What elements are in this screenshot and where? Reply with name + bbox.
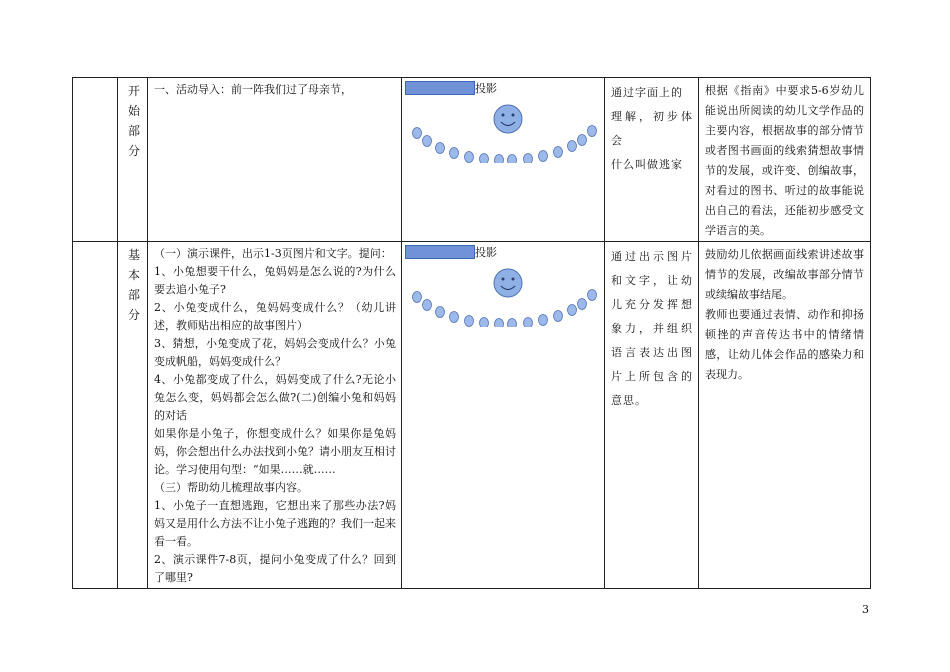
media-label: 投影 <box>475 246 497 259</box>
smiley-eye <box>502 278 505 281</box>
bead-dot <box>539 315 548 326</box>
stage-label: 基 本 部 分 <box>128 248 141 322</box>
bead-dot <box>568 141 577 152</box>
bead-dot <box>524 154 533 164</box>
smiley-eye <box>512 278 515 281</box>
page-number: 3 <box>862 603 869 616</box>
bead-dot <box>423 136 432 147</box>
activity-text: 一、活动导入：前一阵我们过了母亲节， <box>154 83 352 96</box>
intent-cell <box>605 242 699 589</box>
blank-column-cell <box>73 242 118 589</box>
bead-dot <box>578 135 587 146</box>
media-label-box <box>405 81 475 95</box>
bead-dot <box>508 155 517 164</box>
bead-dot <box>539 151 548 162</box>
bead-dot <box>450 312 459 323</box>
lesson-plan-table <box>72 77 871 589</box>
bead-dot <box>465 316 474 327</box>
bead-dot <box>465 152 474 163</box>
stage-cell <box>118 78 148 242</box>
bead-dot <box>554 311 563 322</box>
intent-text: 通过出示图片和文字，让幼儿充分发挥想象力，并组织语言表达出图片上所包含的意思。 <box>611 250 693 407</box>
bead-dot <box>524 318 533 328</box>
activity-cell <box>148 78 402 242</box>
smiley-face-icon <box>494 105 522 133</box>
intent-cell: 通过字面上的 理解，初步体会 什么叫做逃家 <box>605 78 699 242</box>
basis-cell <box>699 242 871 589</box>
table-row <box>73 78 871 242</box>
bead-dot <box>436 307 445 318</box>
bead-dot <box>588 290 597 301</box>
bead-dot <box>413 128 422 139</box>
basis-text: 根据《指南》中要求5-6岁幼儿能说出所阅读的幼儿文学作品的主要内容，根据故事的部分情节或者图书画面的线索猜想故事情节的发展，或许变、创编故事，对看过的图书、听过的故事能说出自己的看法，还能初步感受文学语言的美。 <box>705 84 864 237</box>
bead-dot <box>480 318 489 328</box>
bead-dot <box>568 305 577 316</box>
table-row <box>73 242 871 589</box>
bead-dot <box>588 126 597 137</box>
basis-text: 鼓励幼儿依据画面线索讲述故事情节的发展，改编故事部分情节或续编故事结尾。 教师也要通过表情、动作和抑扬顿挫的声音传达书中的情绪情感，让幼儿体会作品的感染力和表现力。 <box>705 248 864 381</box>
blank-column-cell <box>73 78 118 242</box>
bead-dot <box>450 148 459 159</box>
smiley-eye <box>502 114 505 117</box>
bead-dot <box>423 300 432 311</box>
stage-label: 开 始 部 分 <box>128 84 141 158</box>
media-cell <box>402 242 605 589</box>
activity-cell <box>148 242 402 589</box>
media-cell <box>402 78 605 242</box>
bead-dot <box>508 319 517 328</box>
stage-cell <box>118 242 148 589</box>
bead-dot <box>480 154 489 164</box>
bead-dot <box>495 155 504 164</box>
smiley-face-icon <box>494 269 522 297</box>
basis-cell <box>699 78 871 242</box>
bead-dot <box>413 292 422 303</box>
smiley-illustration <box>412 262 597 327</box>
smiley-illustration <box>412 98 597 163</box>
activity-text: （一）演示课件，出示1-3页图片和文字。提问： 1、小兔想要干什么，兔妈妈是怎么说的?为什么要去追小兔子? 2、小兔变成什么，兔妈妈变成什么？（幼儿讲述，教师贴出相应的故事图片） 3、猜想，小兔变成了花，妈妈会变成什么？小兔变成帆船，妈妈变成什么？ 4、小兔都变成了什么，妈妈变成了什么?无论小兔怎么变，妈妈都会怎么做?(二)创编小兔和妈妈的对话 如果你是小兔子，你想变成什么？如果你是兔妈妈，你会想出什么办法找到小兔？请小朋友互相讨论。学习使用句型：“如果……就…… （三）帮助幼儿梳理故事内容。 1、小兔子一直想逃跑，它想出来了那些办法?妈妈又是用什么方法不让小兔子逃跑的？我们一起来看一看。 2、演示课件7-8页，提问小兔变成了什么？回到了哪里? <box>154 247 396 584</box>
media-label-box <box>405 245 475 259</box>
bead-dot <box>554 147 563 158</box>
media-label: 投影 <box>475 82 497 95</box>
bead-dot <box>495 319 504 328</box>
bead-dot <box>436 143 445 154</box>
smiley-eye <box>512 114 515 117</box>
bead-dot <box>578 299 587 310</box>
